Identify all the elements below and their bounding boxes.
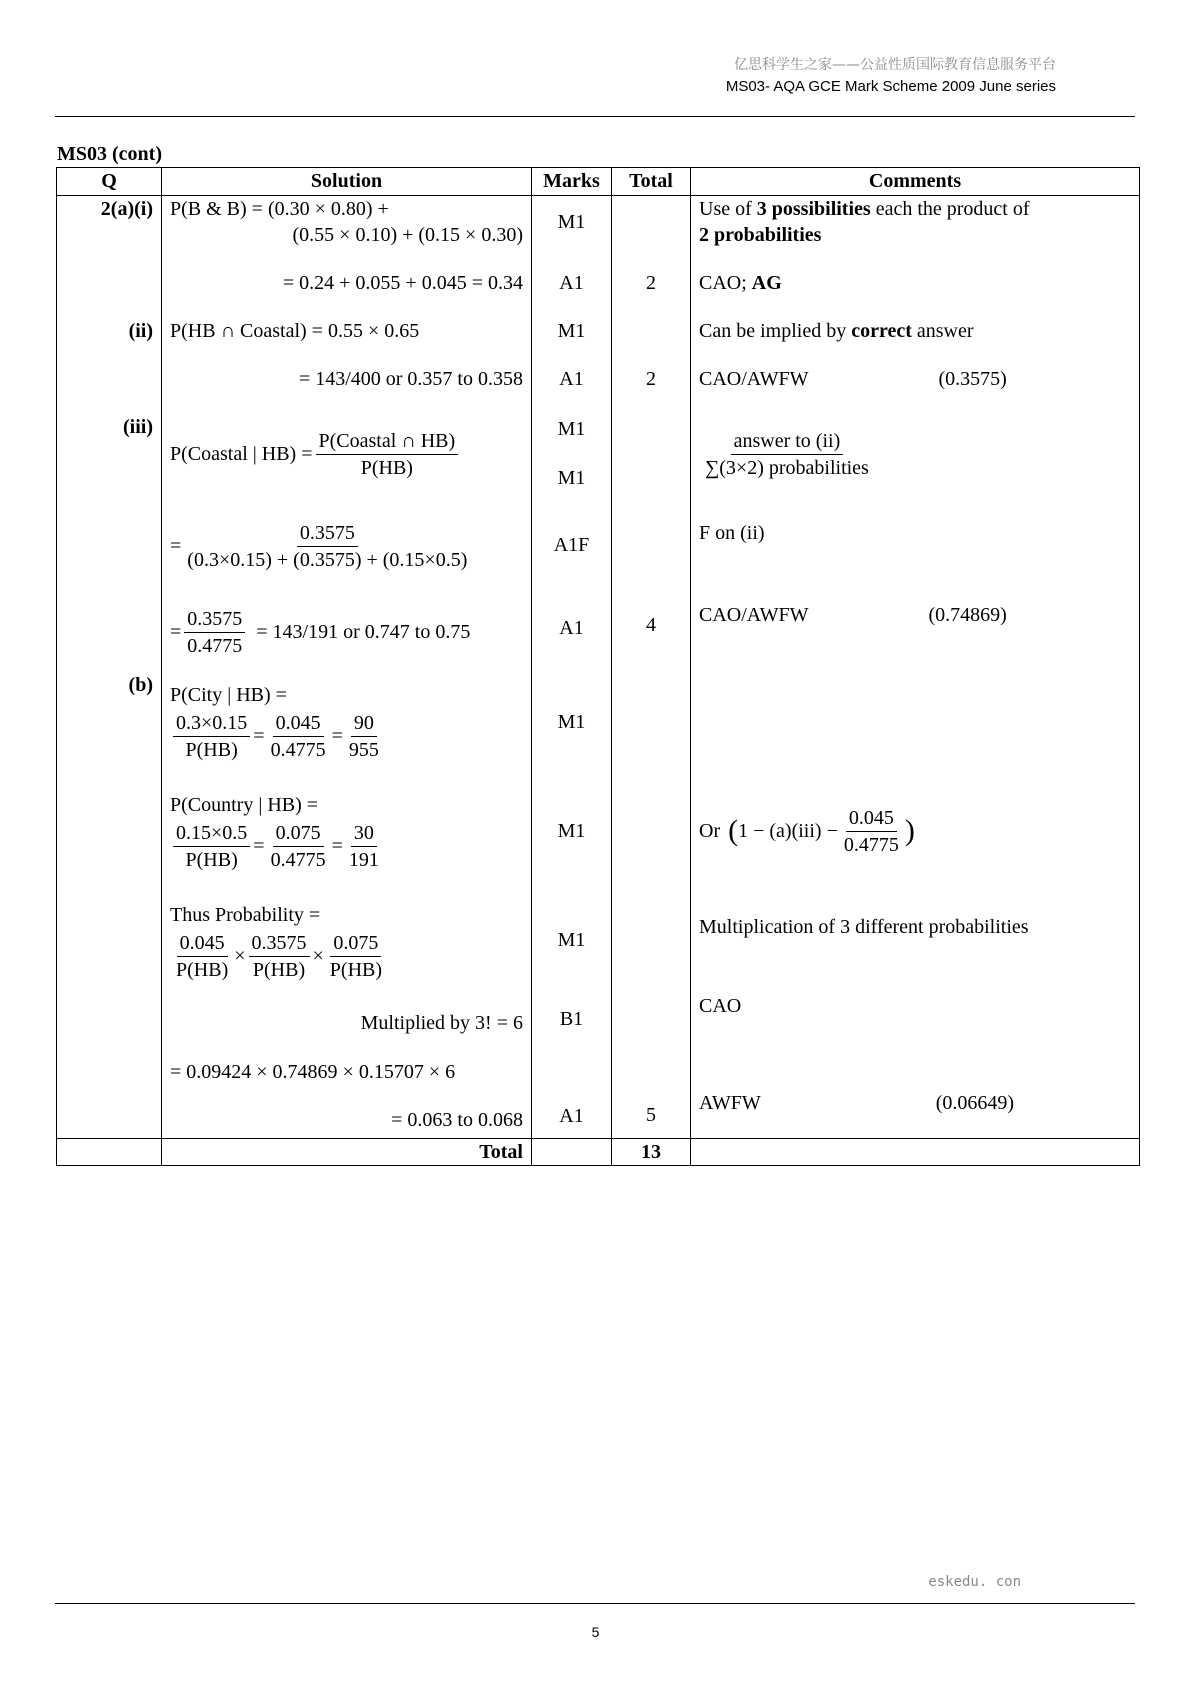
fraction [184, 520, 470, 573]
fraction-denominator: (0.3×0.15) + (0.3575) + (0.15×0.5) [187, 548, 468, 571]
fraction-numerator: 0.075 [273, 820, 324, 847]
col-comments: Comments [691, 168, 1140, 196]
col-marks: Marks [532, 168, 612, 196]
fraction-numerator: 0.3575 [297, 520, 358, 547]
fraction [268, 820, 329, 873]
fraction-denominator: 191 [348, 848, 379, 871]
fraction-denominator: P(HB) [185, 848, 238, 871]
solution-text: = 143/191 or 0.747 to 0.75 [256, 620, 471, 643]
solution-line: Thus Probability = [170, 904, 321, 926]
fraction-numerator: 0.3575 [184, 606, 245, 633]
mark: M1 [557, 711, 586, 733]
fraction-numerator: answer to (ii) [731, 428, 844, 455]
solution-text: P(Coastal | HB) = [170, 442, 313, 465]
comment-text: 1 − (a)(iii) − [738, 819, 838, 842]
fraction-numerator: 0.045 [273, 710, 324, 737]
col-q: Q [57, 168, 162, 196]
mark: B1 [559, 1008, 584, 1030]
mark: M1 [557, 467, 586, 489]
fraction-numerator: 0.3×0.15 [173, 710, 250, 737]
question-label: (ii) [128, 320, 153, 342]
total-column [612, 196, 691, 1139]
fraction [268, 710, 329, 763]
mark: A1 [559, 617, 584, 639]
solution-text: = [170, 534, 182, 557]
solution-text: = [170, 620, 182, 643]
fraction-denominator: P(HB) [360, 456, 413, 479]
mark: A1 [559, 1105, 584, 1127]
question-label: (b) [128, 674, 153, 696]
solution-line: P(Country | HB) = [170, 794, 319, 816]
fraction [173, 710, 250, 763]
fraction [346, 710, 382, 763]
mark: M1 [557, 418, 586, 440]
fraction [173, 930, 231, 983]
fraction-denominator: ∑(3×2) probabilities [705, 456, 869, 479]
fraction [173, 820, 250, 873]
solution-line: = 143/400 or 0.357 to 0.358 [298, 368, 523, 390]
fraction [327, 930, 385, 983]
mark: A1F [553, 534, 590, 556]
fraction-denominator: 0.4775 [187, 634, 243, 657]
solution-fraction-line: $\frac{0.3\times 0.15}{P(HB)}$ = $\frac{0.045}{0.4775}$ = $\frac{90}{955}$ [170, 708, 523, 764]
table-row [57, 196, 1140, 1139]
mark: M1 [557, 929, 586, 951]
solution-line: Multiplied by 3! = 6 [360, 1012, 523, 1034]
fraction-numerator: P(Coastal ∩ HB) [316, 428, 459, 455]
fraction-denominator: P(HB) [252, 958, 306, 981]
header-watermark: 亿思科学生之家——公益性质国际教育信息服务平台 [734, 57, 1056, 73]
mark-scheme-table [56, 167, 1140, 1166]
mark: M1 [557, 320, 586, 342]
mark: A1 [559, 272, 584, 294]
solution-fraction-line: $\frac{0.045}{P(HB)}$ × $\frac{0.3575}{P(HB)}$ × $\frac{0.075}{P(HB)}$ [170, 928, 523, 984]
marks-column [532, 196, 612, 1139]
fraction-denominator: 0.4775 [843, 833, 899, 856]
col-total: Total [612, 168, 691, 196]
solution-fraction-line [170, 516, 523, 576]
question-label: 2(a)(i) [100, 198, 153, 220]
page-number: 5 [591, 1624, 600, 1640]
fraction-denominator: 0.4775 [270, 848, 326, 871]
solution-line: (0.55 × 0.10) + (0.15 × 0.30) [292, 224, 523, 246]
header-rule [55, 116, 1135, 117]
fraction [702, 428, 872, 481]
section-title: MS03 (cont) [57, 143, 162, 165]
solution-column [162, 196, 532, 1139]
header-subtitle: MS03- AQA GCE Mark Scheme 2009 June series [725, 78, 1056, 95]
col-solution: Solution [162, 168, 532, 196]
fraction [249, 930, 310, 983]
fraction-denominator: P(HB) [176, 958, 229, 981]
solution-line: = 0.063 to 0.068 [391, 1109, 523, 1131]
solution-line: P(B & B) = (0.30 × 0.80) + [170, 198, 389, 220]
fraction-denominator: P(HB) [329, 958, 383, 981]
solution-line: = 0.24 + 0.055 + 0.045 = 0.34 [282, 272, 523, 294]
solution-line: = 0.09424 × 0.74869 × 0.15707 × 6 [170, 1061, 456, 1083]
fraction-numerator: 0.15×0.5 [173, 820, 250, 847]
question-label: (iii) [123, 416, 153, 438]
comment: Can be implied by correct answer [699, 320, 974, 342]
sub-total: 2 [646, 368, 656, 390]
solution-fraction-line [170, 602, 523, 662]
comment-text: Or [699, 819, 721, 842]
fraction [841, 805, 902, 858]
comment-fraction: Or ( 1 − (a)(iii) − $\frac{0.045}{0.4775}$ ) [699, 806, 915, 856]
solution-fraction-line [170, 422, 523, 486]
fraction-denominator: 0.4775 [270, 738, 326, 761]
mark: A1 [559, 368, 584, 390]
comment: F on (ii) [699, 522, 765, 544]
fraction-numerator: 30 [351, 820, 377, 847]
fraction [346, 820, 382, 873]
question-column [57, 196, 162, 1139]
fraction-numerator: 90 [351, 710, 377, 737]
footer-rule [55, 1603, 1135, 1604]
sub-total: 2 [646, 272, 656, 294]
comment: AWFW (0.06649) [699, 1092, 1015, 1114]
comment: CAO/AWFW (0.74869) [699, 604, 1007, 626]
comment: CAO [699, 995, 742, 1017]
mark: M1 [557, 211, 586, 233]
comment: Multiplication of 3 different probabilities [699, 916, 1029, 938]
solution-line: P(City | HB) = [170, 684, 287, 706]
comment-fraction [699, 422, 1131, 486]
fraction [184, 606, 245, 659]
fraction-numerator: 0.3575 [249, 930, 310, 957]
sub-total: 4 [646, 614, 656, 636]
solution-fraction-line: $\frac{0.15\times 0.5}{P(HB)}$ = $\frac{0.075}{0.4775}$ = $\frac{30}{191}$ [170, 818, 523, 874]
total-value: 13 [612, 1139, 691, 1166]
solution-line: P(HB ∩ Coastal) = 0.55 × 0.65 [170, 320, 420, 342]
fraction-numerator: 0.045 [846, 805, 897, 832]
comment: CAO; AG [699, 272, 782, 294]
fraction-numerator: 0.075 [330, 930, 381, 957]
comment: CAO/AWFW (0.3575) [699, 368, 1007, 390]
total-label: Total [162, 1139, 532, 1166]
comment: Use of 3 possibilities each the product of [699, 198, 1030, 220]
total-row [57, 1139, 1140, 1166]
table-header-row [57, 168, 1140, 196]
sub-total: 5 [646, 1104, 656, 1126]
footer-site: eskedu. con [928, 1574, 1021, 1590]
comments-column [691, 196, 1140, 1139]
fraction-denominator: P(HB) [185, 738, 238, 761]
mark: M1 [557, 820, 586, 842]
fraction-denominator: 955 [348, 738, 379, 761]
comment: 2 probabilities [699, 224, 822, 246]
fraction-numerator: 0.045 [177, 930, 228, 957]
fraction [316, 428, 459, 481]
